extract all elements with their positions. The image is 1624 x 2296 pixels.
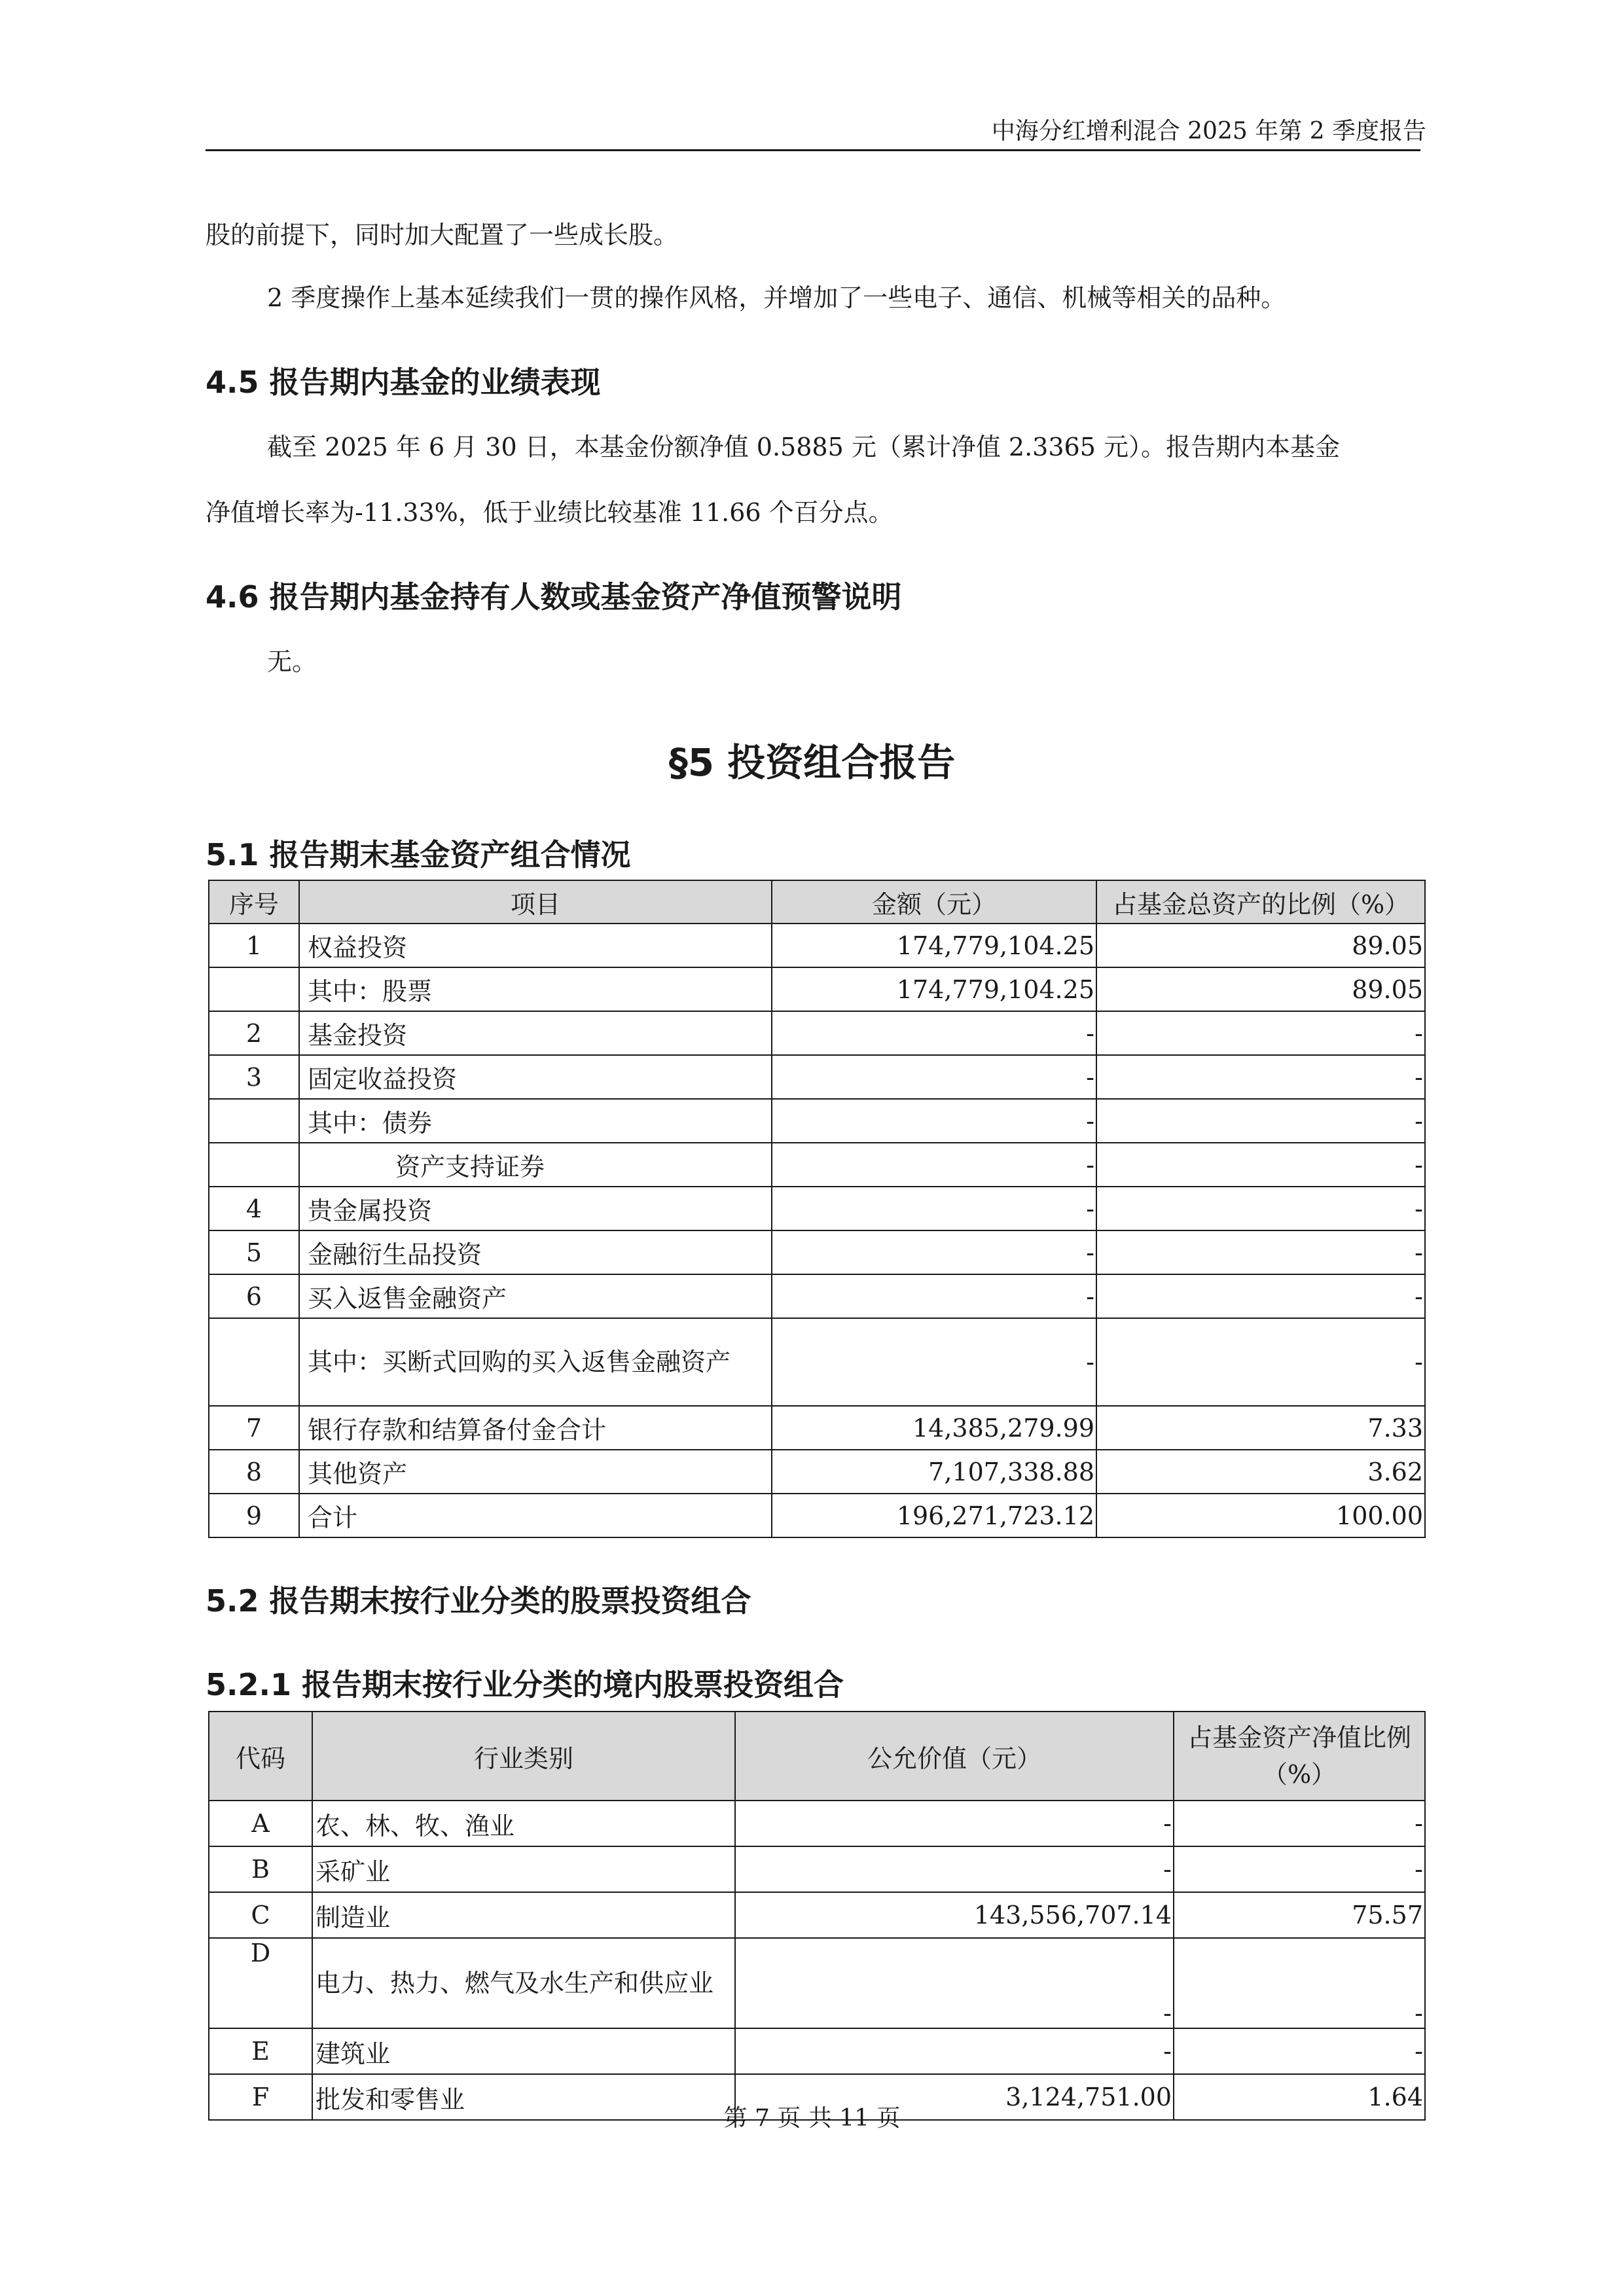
col-header-no: 序号 [209, 880, 299, 924]
section-4-5-heading: 4.5 报告期内基金的业绩表现 [206, 365, 601, 400]
table-row [209, 1892, 1425, 1938]
intro-line-1: 股的前提下，同时加大配置了一些成长股。 [206, 221, 679, 249]
row-item: 买入返售金融资产 [299, 1274, 772, 1318]
table-row [209, 1011, 1425, 1055]
row-pct: - [1174, 1846, 1425, 1892]
row-item: 权益投资 [299, 924, 772, 967]
row-amount: - [772, 1274, 1096, 1318]
row-code: B [209, 1846, 312, 1892]
row-industry: 采矿业 [312, 1846, 735, 1892]
row-item: 固定收益投资 [299, 1055, 772, 1099]
row-pct: 7.33 [1096, 1406, 1425, 1450]
row-industry: 批发和零售业 [312, 2074, 735, 2120]
row-item: 其他资产 [299, 1450, 772, 1494]
row-industry: 制造业 [312, 1892, 735, 1938]
section-5-1-heading: 5.1 报告期末基金资产组合情况 [206, 837, 631, 872]
row-amount: 196,271,723.12 [772, 1494, 1096, 1537]
row-no: 2 [209, 1011, 299, 1055]
row-pct: - [1096, 1099, 1425, 1143]
row-amount: - [772, 1055, 1096, 1099]
col-header-item: 项目 [299, 880, 772, 924]
row-no: 6 [209, 1274, 299, 1318]
table-row [209, 967, 1425, 1011]
row-item: 金融衍生品投资 [299, 1230, 772, 1274]
row-no [209, 1143, 299, 1187]
row-pct: - [1096, 1187, 1425, 1230]
table-row [209, 924, 1425, 967]
row-value: - [735, 1938, 1174, 2028]
section-4-6-text: 无。 [267, 647, 317, 676]
row-no [209, 1318, 299, 1406]
section-4-5-line-1: 截至 2025 年 6 月 30 日，本基金份额净值 0.5885 元（累计净值 2.3365 元）。报告期内本基金 [267, 433, 1340, 461]
row-industry: 建筑业 [312, 2028, 735, 2074]
row-industry: 农、林、牧、渔业 [312, 1801, 735, 1846]
table-header-row [209, 1712, 1425, 1801]
row-value: 3,124,751.00 [735, 2074, 1174, 2120]
row-pct: - [1174, 1801, 1425, 1846]
row-amount: 7,107,338.88 [772, 1450, 1096, 1494]
row-amount: - [772, 1187, 1096, 1230]
row-no [209, 967, 299, 1011]
row-value: - [735, 2028, 1174, 2074]
col-header-pct: 占基金总资产的比例（%） [1096, 880, 1425, 924]
row-pct: 89.05 [1096, 967, 1425, 1011]
table-row [209, 1450, 1425, 1494]
row-pct: - [1096, 1318, 1425, 1406]
row-amount: 174,779,104.25 [772, 967, 1096, 1011]
row-pct: - [1096, 1055, 1425, 1099]
col-header-industry: 行业类别 [312, 1712, 735, 1801]
row-amount: - [772, 1099, 1096, 1143]
table-row [209, 1055, 1425, 1099]
col-header-amount: 金额（元） [772, 880, 1096, 924]
row-no: 5 [209, 1230, 299, 1274]
asset-allocation-table [208, 880, 1426, 1538]
row-no: 1 [209, 924, 299, 967]
section-5-2-heading: 5.2 报告期末按行业分类的股票投资组合 [206, 1583, 751, 1619]
table-row [209, 1318, 1425, 1406]
row-pct: 1.64 [1174, 2074, 1425, 2120]
row-pct: - [1096, 1230, 1425, 1274]
row-amount: - [772, 1143, 1096, 1187]
row-code: A [209, 1801, 312, 1846]
col-header-fair-value: 公允价值（元） [735, 1712, 1174, 1801]
row-pct: - [1174, 2028, 1425, 2074]
col-header-nav-pct: 占基金资产净值比例（%） [1174, 1712, 1425, 1801]
section-4-6-heading: 4.6 报告期内基金持有人数或基金资产净值预警说明 [206, 579, 902, 615]
table-row [209, 1099, 1425, 1143]
col-header-code: 代码 [209, 1712, 312, 1801]
row-industry: 电力、热力、燃气及水生产和供应业 [312, 1938, 735, 2028]
row-item: 合计 [299, 1494, 772, 1537]
section-5-title: §5 投资组合报告 [668, 740, 956, 785]
table-row [209, 1801, 1425, 1846]
table-row [209, 1187, 1425, 1230]
row-code: C [209, 1892, 312, 1938]
row-no: 3 [209, 1055, 299, 1099]
row-code: E [209, 2028, 312, 2074]
row-item: 其中：股票 [299, 967, 772, 1011]
row-item: 贵金属投资 [299, 1187, 772, 1230]
table-header-row [209, 880, 1425, 924]
row-item: 基金投资 [299, 1011, 772, 1055]
table-row [209, 2028, 1425, 2074]
row-amount: 14,385,279.99 [772, 1406, 1096, 1450]
row-amount: 174,779,104.25 [772, 924, 1096, 967]
table-row [209, 1494, 1425, 1537]
row-amount: - [772, 1230, 1096, 1274]
row-no: 4 [209, 1187, 299, 1230]
table-row [209, 1230, 1425, 1274]
row-pct: 89.05 [1096, 924, 1425, 967]
row-pct: 75.57 [1174, 1892, 1425, 1938]
row-code: D [209, 1938, 312, 2028]
row-item: 其中：债券 [299, 1099, 772, 1143]
row-pct: - [1174, 1938, 1425, 2028]
row-pct: - [1096, 1143, 1425, 1187]
row-item: 资产支持证券 [299, 1143, 772, 1187]
row-no [209, 1099, 299, 1143]
row-value: - [735, 1801, 1174, 1846]
intro-line-2: 2 季度操作上基本延续我们一贯的操作风格，并增加了一些电子、通信、机械等相关的品种。 [267, 283, 1286, 312]
industry-allocation-table [208, 1711, 1426, 2121]
row-no: 8 [209, 1450, 299, 1494]
row-pct: - [1096, 1011, 1425, 1055]
row-value: 143,556,707.14 [735, 1892, 1174, 1938]
table-row [209, 1406, 1425, 1450]
table-row [209, 1143, 1425, 1187]
table-row [209, 1846, 1425, 1892]
row-no: 7 [209, 1406, 299, 1450]
row-pct: - [1096, 1274, 1425, 1318]
row-pct: 100.00 [1096, 1494, 1425, 1537]
table-row [209, 1274, 1425, 1318]
section-5-2-1-heading: 5.2.1 报告期末按行业分类的境内股票投资组合 [206, 1667, 844, 1702]
row-item: 其中：买断式回购的买入返售金融资产 [299, 1318, 772, 1406]
table-row [209, 1938, 1425, 2028]
row-pct: 3.62 [1096, 1450, 1425, 1494]
row-value: - [735, 1846, 1174, 1892]
row-no: 9 [209, 1494, 299, 1537]
section-4-5-line-2: 净值增长率为-11.33%，低于业绩比较基准 11.66 个百分点。 [206, 498, 893, 527]
header-divider [206, 149, 1420, 151]
row-amount: - [772, 1011, 1096, 1055]
page-header-title: 中海分红增利混合 2025 年第 2 季度报告 [991, 118, 1426, 145]
row-amount: - [772, 1318, 1096, 1406]
page-footer: 第 7 页 共 11 页 [723, 2105, 901, 2132]
row-code: F [209, 2074, 312, 2120]
row-item: 银行存款和结算备付金合计 [299, 1406, 772, 1450]
